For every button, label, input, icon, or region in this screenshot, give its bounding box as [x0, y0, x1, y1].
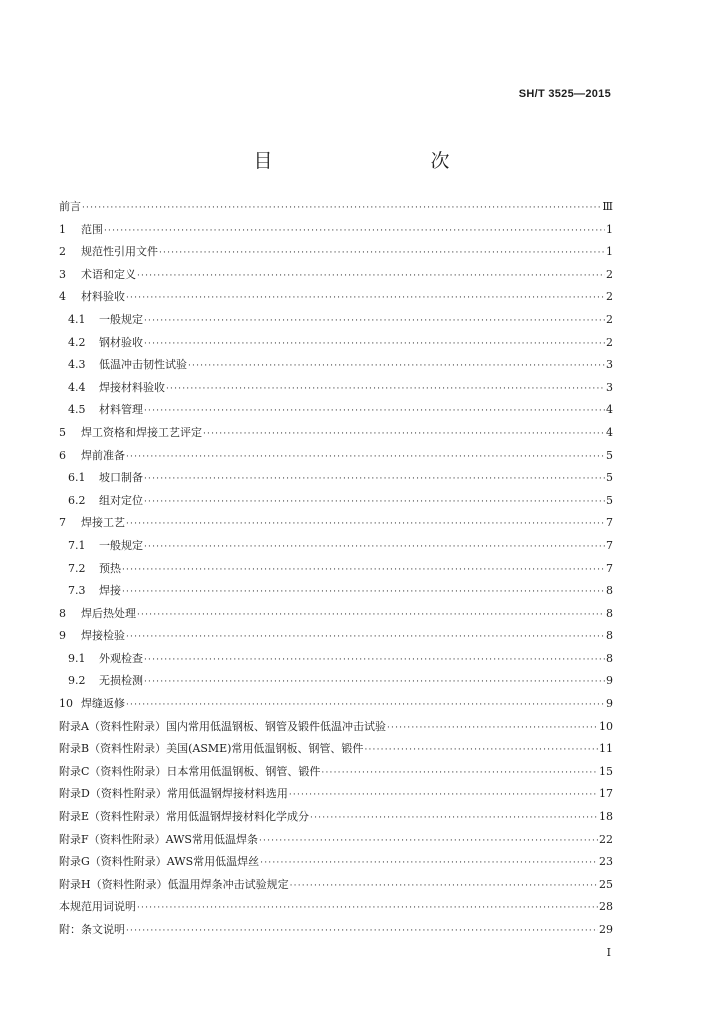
toc-entry-label: 焊接材料验收 — [99, 380, 165, 394]
toc-entry-page: 7 — [606, 538, 613, 552]
toc-entry-page: 3 — [606, 380, 613, 394]
toc-entry[interactable] — [59, 560, 613, 583]
toc-entry-number: 7.1 — [68, 538, 86, 552]
toc-entry-number: 4.2 — [68, 335, 86, 349]
toc-entry-label: 低温冲击韧性试验 — [99, 358, 187, 372]
toc-entry-page: Ⅲ — [602, 200, 613, 213]
toc-entry[interactable] — [59, 672, 613, 695]
toc-entry-label: 附录H（资料性附录）低温用焊条冲击试验规定 — [59, 877, 289, 891]
toc-entry-number: 1 — [59, 222, 66, 236]
toc-entry-label: 焊工资格和焊接工艺评定 — [81, 425, 202, 439]
dot-leader — [126, 519, 605, 529]
dot-leader — [137, 903, 598, 913]
dot-leader — [144, 497, 605, 507]
toc-entry-page: 7 — [606, 561, 613, 575]
toc-entry-label: 焊接工艺 — [81, 516, 125, 530]
toc-entry-label: 范围 — [81, 222, 103, 236]
toc-entry-number: 6.1 — [68, 471, 86, 485]
toc-entry-page: 7 — [606, 516, 613, 530]
toc-entry-number: 6.2 — [68, 493, 86, 507]
toc-entry[interactable] — [59, 650, 613, 673]
toc-entry[interactable] — [59, 627, 613, 650]
table-of-contents — [59, 198, 613, 944]
toc-entry-page: 2 — [606, 335, 613, 349]
toc-entry-label: 材料管理 — [99, 403, 143, 417]
toc-entry-page: 8 — [606, 584, 613, 598]
dot-leader — [310, 813, 598, 823]
dot-leader — [144, 316, 605, 326]
dot-leader — [144, 542, 605, 552]
toc-entry[interactable] — [59, 808, 613, 831]
dot-leader — [166, 384, 605, 394]
toc-entry-number: 3 — [59, 267, 66, 281]
toc-entry-page: 29 — [599, 923, 613, 936]
dot-leader — [144, 677, 605, 687]
toc-entry[interactable] — [59, 266, 613, 289]
toc-entry-number: 4.3 — [68, 358, 86, 372]
toc-entry[interactable] — [59, 469, 613, 492]
toc-entry-label: 焊前准备 — [81, 448, 125, 462]
toc-entry-page: 17 — [599, 787, 613, 801]
dot-leader — [259, 836, 598, 846]
toc-entry-label: 规范性引用文件 — [81, 245, 158, 259]
toc-entry-page: 28 — [599, 900, 613, 914]
toc-entry[interactable] — [59, 605, 613, 628]
toc-entry-number: 9 — [59, 629, 66, 643]
toc-entry-page: 2 — [606, 290, 613, 304]
toc-entry[interactable] — [59, 740, 613, 763]
toc-entry[interactable] — [59, 582, 613, 605]
toc-entry-label: 附录A（资料性附录）国内常用低温钢板、钢管及锻件低温冲击试验 — [59, 719, 386, 733]
dot-leader — [203, 429, 605, 439]
toc-entry-page: 22 — [599, 832, 613, 846]
toc-entry[interactable] — [59, 831, 613, 854]
dot-leader — [126, 452, 605, 462]
toc-entry[interactable] — [59, 288, 613, 311]
toc-entry[interactable] — [59, 785, 613, 808]
dot-leader — [82, 203, 601, 213]
toc-entry[interactable] — [59, 356, 613, 379]
toc-entry-number: 2 — [59, 245, 66, 259]
toc-entry-number: 7.2 — [68, 561, 86, 575]
toc-entry-number: 5 — [59, 425, 66, 439]
toc-entry[interactable] — [59, 492, 613, 515]
toc-entry[interactable] — [59, 921, 613, 944]
toc-entry-label: 本规范用词说明 — [59, 900, 136, 914]
dot-leader — [144, 655, 605, 665]
dot-leader — [144, 406, 605, 416]
toc-entry-number: 4.1 — [68, 312, 86, 326]
toc-entry-page: 2 — [606, 312, 613, 326]
dot-leader — [290, 881, 598, 891]
toc-entry-page: 3 — [606, 358, 613, 372]
toc-entry-number: 9.2 — [68, 674, 86, 688]
toc-entry-number: 10 — [59, 697, 73, 711]
toc-entry-page: 5 — [606, 493, 613, 507]
dot-leader — [122, 565, 605, 575]
dot-leader — [289, 790, 598, 800]
toc-entry-label: 外观检查 — [99, 651, 143, 665]
toc-entry-label: 附录D（资料性附录）常用低温钢焊接材料选用 — [59, 787, 288, 801]
dot-leader — [126, 926, 598, 936]
toc-entry-number: 7.3 — [68, 584, 86, 598]
toc-entry-label: 焊缝返修 — [81, 697, 125, 711]
toc-entry-label: 无损检测 — [99, 674, 143, 688]
dot-leader — [126, 700, 605, 710]
toc-entry-label: 一般规定 — [99, 312, 143, 326]
dot-leader — [364, 745, 598, 755]
toc-entry-page: 4 — [606, 403, 613, 417]
toc-entry-label: 焊后热处理 — [81, 606, 136, 620]
toc-entry-page: 5 — [606, 448, 613, 462]
toc-entry-label: 钢材验收 — [99, 335, 143, 349]
toc-entry-label: 组对定位 — [99, 493, 143, 507]
toc-entry[interactable] — [59, 221, 613, 244]
toc-entry-page: 10 — [599, 719, 613, 733]
toc-entry-label: 附：条文说明 — [59, 923, 125, 936]
dot-leader — [387, 723, 598, 733]
toc-entry[interactable] — [59, 311, 613, 334]
toc-entry[interactable] — [59, 763, 613, 786]
toc-entry-number: 7 — [59, 516, 66, 530]
toc-entry-label: 预热 — [99, 561, 121, 575]
toc-entry-page: 15 — [599, 764, 613, 778]
toc-entry[interactable] — [59, 898, 613, 921]
toc-entry[interactable] — [59, 334, 613, 357]
toc-entry-label: 附录G（资料性附录）AWS常用低温焊丝 — [59, 855, 260, 869]
toc-entry-page: 8 — [606, 629, 613, 643]
toc-entry-label: 附录C（资料性附录）日本常用低温钢板、钢管、锻件 — [59, 764, 321, 778]
standard-code: SH/T 3525—2015 — [518, 88, 611, 100]
toc-entry-label: 前言 — [59, 200, 81, 213]
toc-entry-page: 2 — [606, 267, 613, 281]
toc-entry[interactable] — [59, 424, 613, 447]
toc-entry-page: 18 — [599, 810, 613, 824]
toc-entry-page: 1 — [606, 222, 613, 236]
dot-leader — [126, 293, 605, 303]
dot-leader — [104, 226, 605, 236]
toc-entry[interactable] — [59, 243, 613, 266]
toc-entry-number: 4.4 — [68, 380, 86, 394]
dot-leader — [144, 474, 605, 484]
page-number: I — [606, 946, 611, 959]
toc-entry[interactable] — [59, 695, 613, 718]
dot-leader — [321, 768, 598, 778]
toc-entry[interactable] — [59, 537, 613, 560]
toc-entry[interactable] — [59, 718, 613, 741]
toc-entry-label: 坡口制备 — [99, 471, 143, 485]
page-title: 目 次 — [253, 150, 490, 172]
toc-entry-number: 6 — [59, 448, 66, 462]
toc-entry-label: 材料验收 — [81, 290, 125, 304]
toc-entry-page: 8 — [606, 606, 613, 620]
toc-entry-page: 5 — [606, 471, 613, 485]
dot-leader — [188, 361, 605, 371]
toc-entry-page: 25 — [599, 877, 613, 891]
toc-entry[interactable] — [59, 401, 613, 424]
toc-entry-page: 8 — [606, 651, 613, 665]
toc-entry-number: 4.5 — [68, 403, 86, 417]
toc-entry-page: 11 — [599, 742, 613, 756]
toc-entry-label: 附录F（资料性附录）AWS常用低温焊条 — [59, 832, 258, 846]
toc-entry-number: 8 — [59, 606, 66, 620]
toc-entry-label: 术语和定义 — [81, 267, 136, 281]
dot-leader — [144, 339, 605, 349]
toc-entry-page: 4 — [606, 425, 613, 439]
toc-entry-number: 4 — [59, 290, 66, 304]
toc-entry[interactable] — [59, 379, 613, 402]
toc-entry-label: 一般规定 — [99, 538, 143, 552]
toc-entry-label: 焊接检验 — [81, 629, 125, 643]
toc-entry[interactable] — [59, 514, 613, 537]
dot-leader — [137, 271, 605, 281]
dot-leader — [260, 858, 598, 868]
toc-entry-page: 1 — [606, 245, 613, 259]
toc-entry[interactable] — [59, 876, 613, 899]
toc-entry-page: 9 — [606, 674, 613, 688]
toc-entry-number: 9.1 — [68, 651, 86, 665]
toc-entry[interactable] — [59, 198, 613, 221]
toc-entry-label: 附录E（资料性附录）常用低温钢焊接材料化学成分 — [59, 810, 310, 824]
dot-leader — [126, 632, 605, 642]
dot-leader — [159, 248, 605, 258]
toc-entry-page: 23 — [599, 855, 613, 869]
dot-leader — [122, 587, 605, 597]
toc-entry-page: 9 — [606, 697, 613, 711]
toc-entry-label: 焊接 — [99, 584, 121, 598]
toc-entry[interactable] — [59, 853, 613, 876]
dot-leader — [137, 610, 605, 620]
toc-entry[interactable] — [59, 447, 613, 470]
toc-entry-label: 附录B（资料性附录）美国(ASME)常用低温钢板、钢管、锻件 — [59, 742, 364, 756]
